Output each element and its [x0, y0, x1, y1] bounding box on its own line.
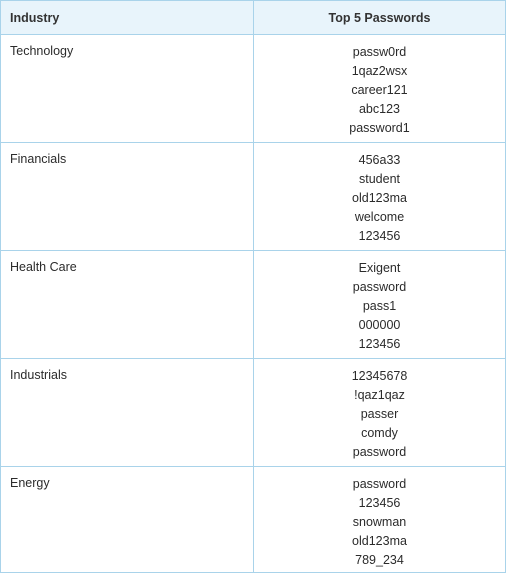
password-item: 123456 — [358, 337, 401, 351]
password-item: abc123 — [358, 102, 400, 116]
password-item: password1 — [349, 121, 410, 135]
password-item: 456a33 — [358, 153, 401, 167]
table-row — [1, 251, 506, 359]
password-item: Exigent — [358, 261, 401, 275]
password-item: 789_234 — [355, 553, 404, 567]
password-item: student — [358, 172, 400, 186]
column-header-top-5-passwords: Top 5 Passwords — [254, 1, 506, 35]
passwords-cell — [254, 251, 506, 359]
column-header-industry: Industry — [1, 1, 254, 35]
industry-cell: Energy — [1, 467, 254, 573]
passwords-cell — [254, 143, 506, 251]
passwords-cell — [254, 359, 506, 467]
password-item: 000000 — [358, 318, 401, 332]
password-item: password — [352, 445, 407, 459]
password-item: old123ma — [352, 534, 407, 548]
password-item: comdy — [361, 426, 398, 440]
password-item: pass1 — [362, 299, 397, 313]
passwords-cell — [254, 35, 506, 143]
password-item: password — [352, 280, 407, 294]
password-item: !qaz1qaz — [354, 388, 405, 402]
password-item: 1qaz2wsx — [351, 64, 408, 78]
password-item: password — [352, 477, 407, 491]
table-row — [1, 35, 506, 143]
password-item: career121 — [351, 83, 408, 97]
password-item: welcome — [354, 210, 405, 224]
password-item: old123ma — [352, 191, 407, 205]
password-item: 123456 — [358, 496, 401, 510]
industry-cell: Health Care — [1, 251, 254, 359]
table-row — [1, 143, 506, 251]
passwords-cell — [254, 467, 506, 573]
password-item: passw0rd — [352, 45, 407, 59]
password-item: snowman — [352, 515, 407, 529]
table-row — [1, 359, 506, 467]
table-row — [1, 467, 506, 573]
industry-cell: Industrials — [1, 359, 254, 467]
table-header-row — [1, 1, 506, 35]
password-item: 12345678 — [351, 369, 408, 383]
password-item: 123456 — [358, 229, 401, 243]
industry-cell: Financials — [1, 143, 254, 251]
password-item: passer — [360, 407, 399, 421]
industry-cell: Technology — [1, 35, 254, 143]
